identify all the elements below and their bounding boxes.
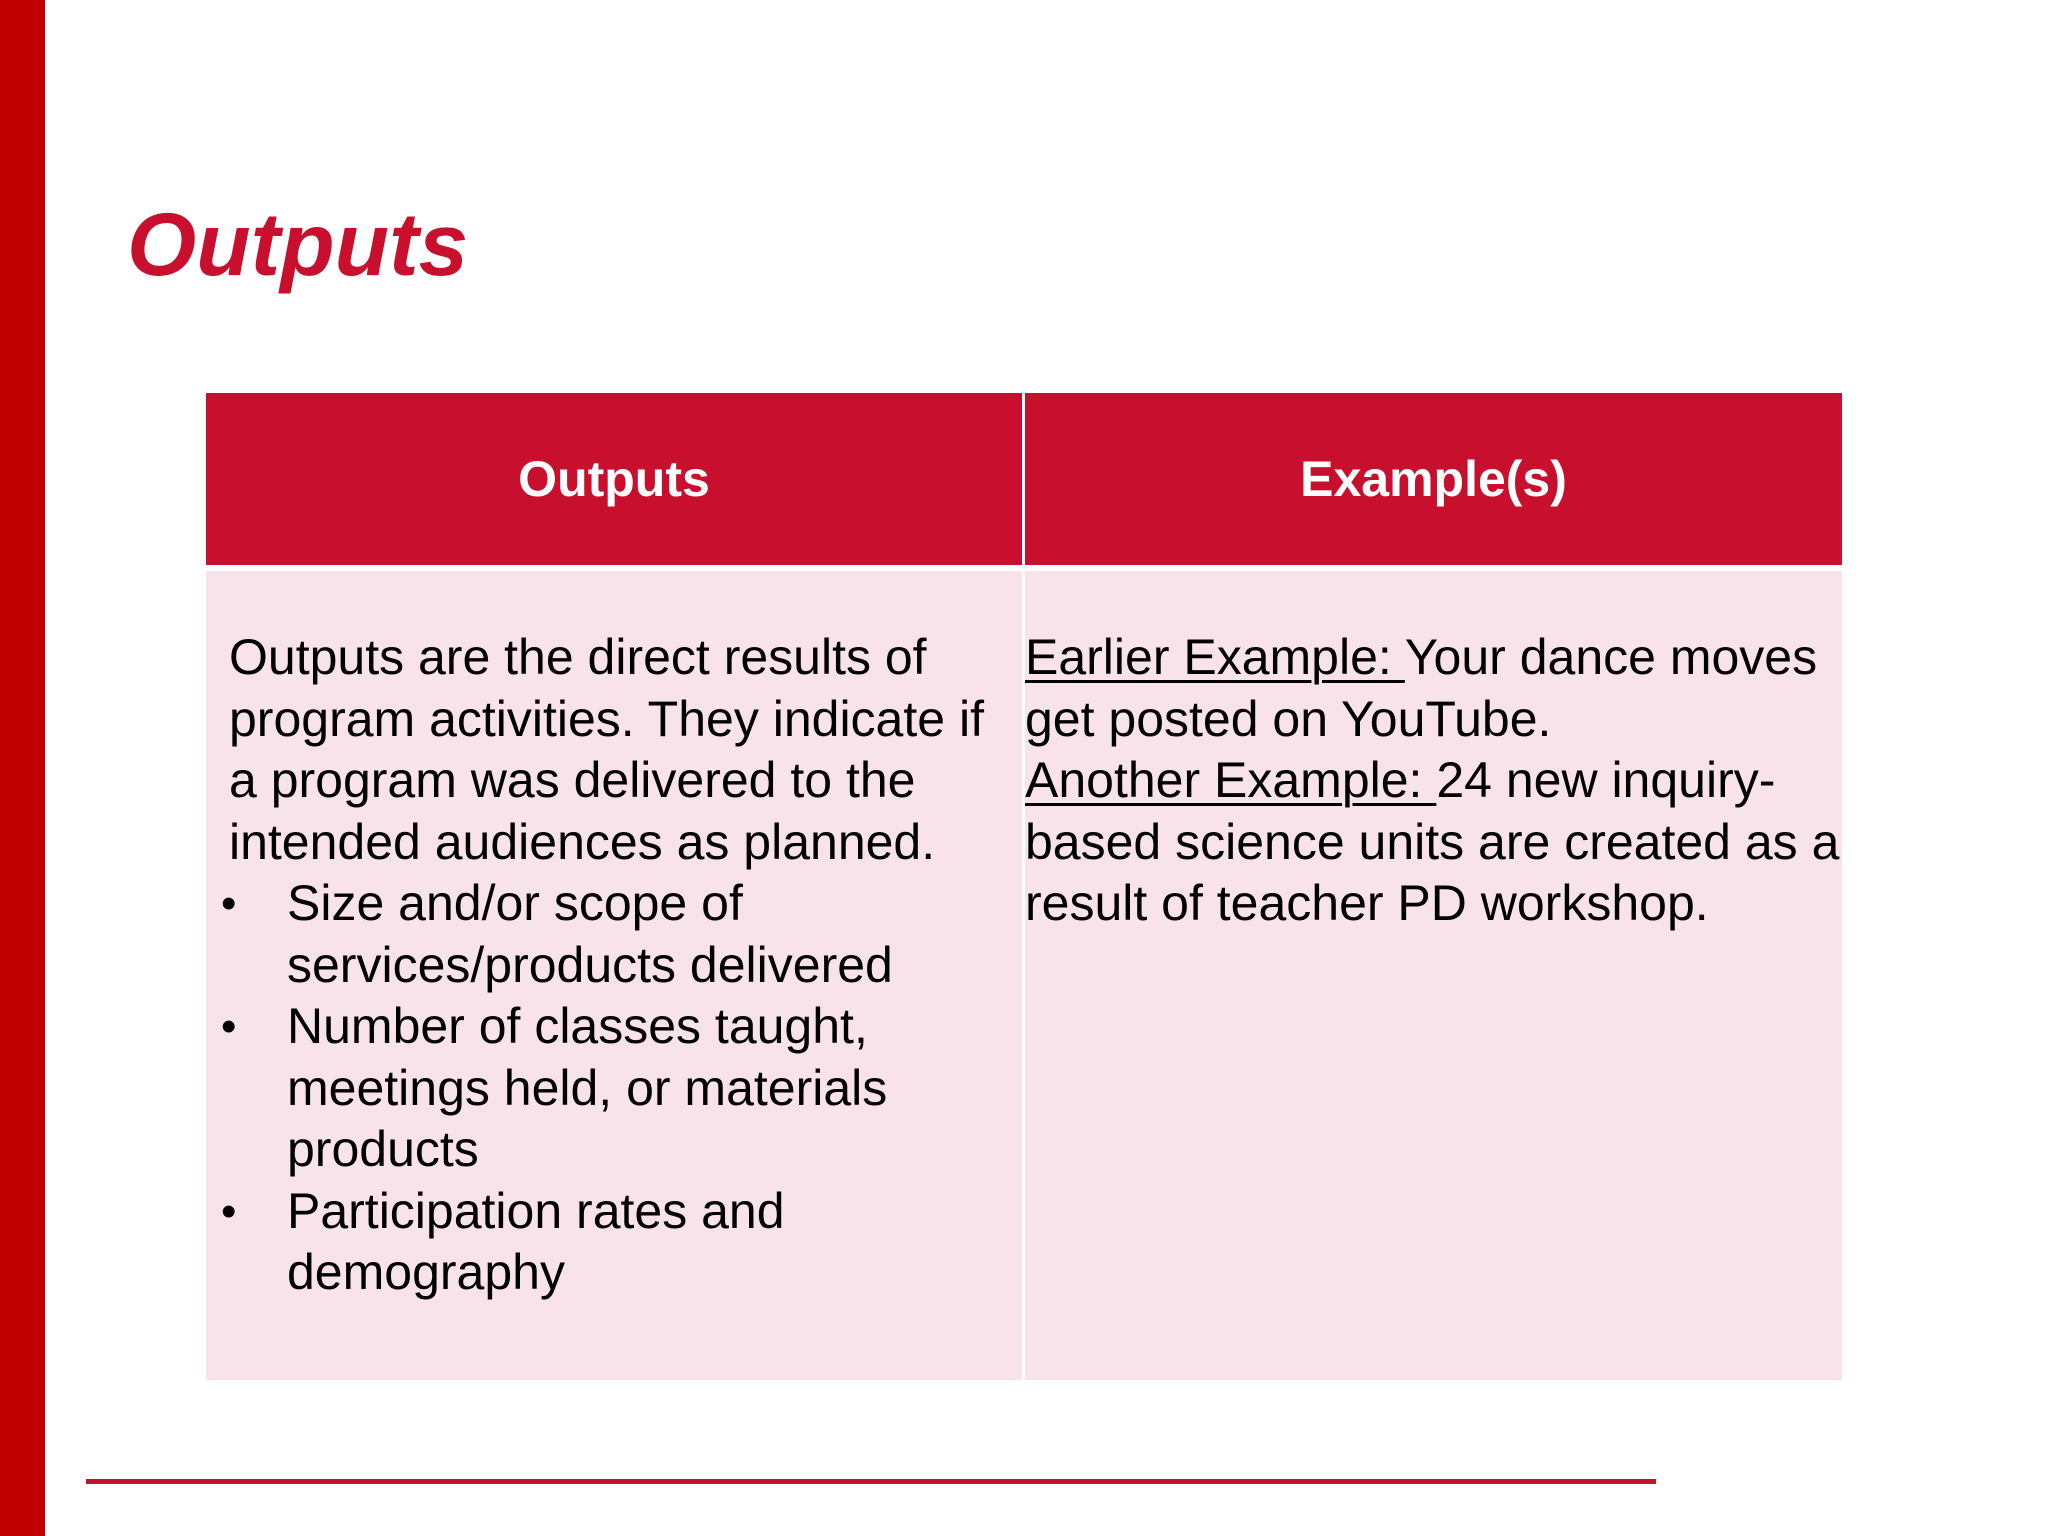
earlier-example-text: Your dance moves get posted on YouTube.	[1025, 629, 1818, 747]
another-example	[1025, 750, 1842, 935]
outputs-table	[206, 393, 1842, 1380]
another-example-label: Another Example:	[1025, 752, 1437, 808]
left-accent-bar	[0, 0, 45, 1536]
bullet-icon: •	[221, 879, 237, 928]
earlier-example-label: Earlier Example:	[1025, 629, 1405, 685]
list-item	[221, 873, 1022, 996]
list-item	[221, 996, 1022, 1181]
earlier-example	[1025, 627, 1842, 750]
list-item	[221, 1181, 1022, 1304]
bullet-icon: •	[221, 1186, 237, 1236]
another-example-text: 24 new inquiry-based science units are created as a result of teacher PD workshop.	[1025, 752, 1840, 931]
outputs-cell	[206, 571, 1022, 1380]
outputs-description: Outputs are the direct results of program activities. They indicate if a program was delivered to the intended audiences as planned.	[229, 629, 984, 870]
outputs-bullet-list	[221, 873, 1022, 1304]
bottom-divider	[86, 1479, 1656, 1484]
table-header-examples: Example(s)	[1025, 393, 1842, 565]
bullet-text: Number of classes taught, meetings held, or materials products	[287, 998, 888, 1177]
examples-cell	[1025, 571, 1842, 1380]
slide-title: Outputs	[127, 194, 469, 294]
table-header-outputs: Outputs	[206, 393, 1022, 565]
bullet-text: Participation rates and demography	[287, 1182, 785, 1300]
bullet-text: Size and/or scope of services/products delivered	[287, 875, 893, 993]
bullet-icon: •	[221, 1002, 237, 1051]
